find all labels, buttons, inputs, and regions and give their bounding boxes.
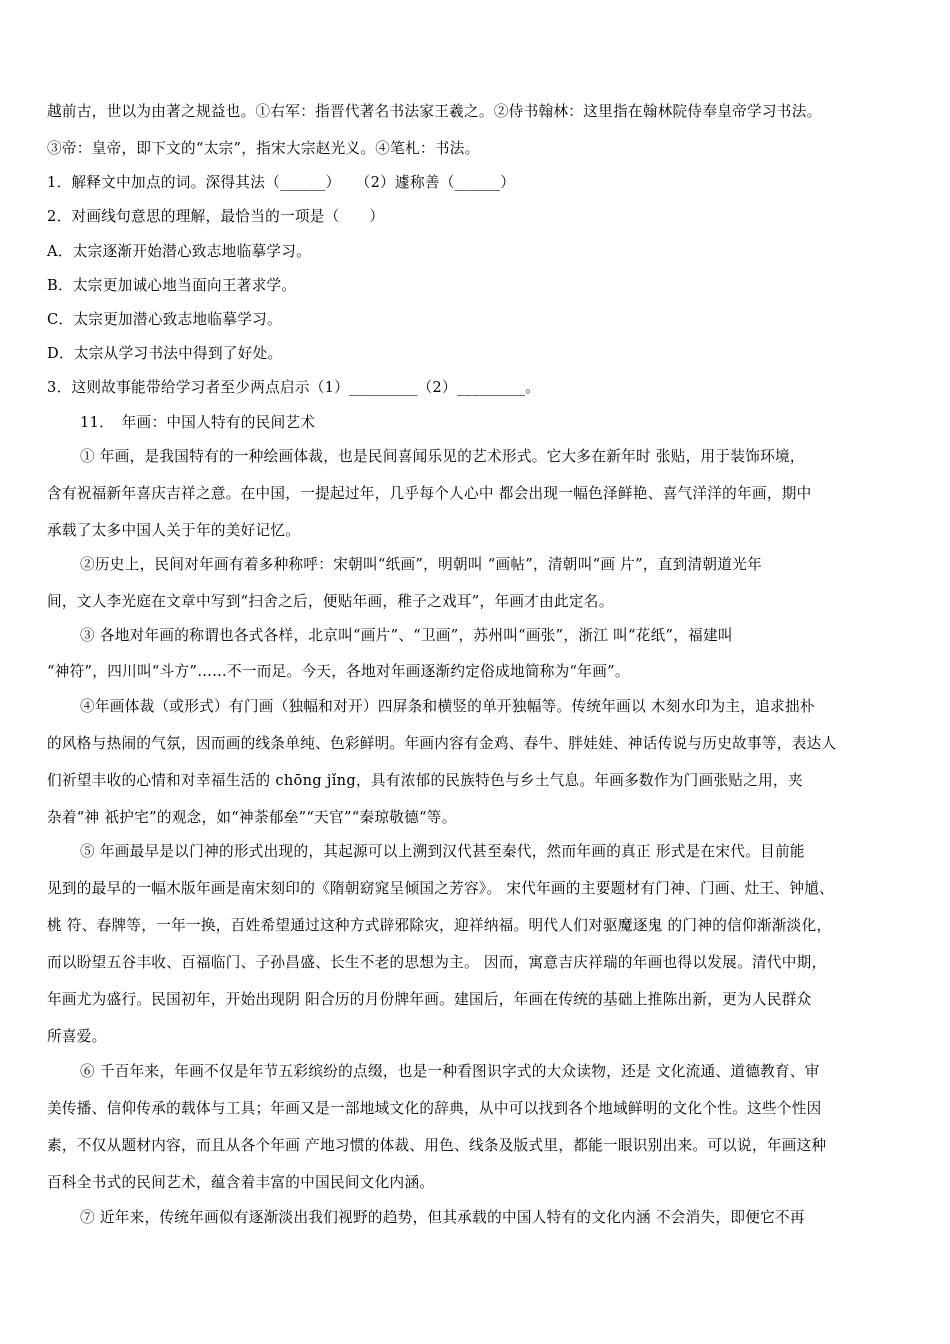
question-1-mid: ） （2）遽称善（: [325, 174, 455, 191]
article-line: 桃 符、春牌等，一年一换，百姓希望通过这种方式辟邪除灾，迎祥纳福。明代人们对驱魔逐鬼 的门神的信仰渐渐淡化，: [47, 917, 832, 934]
article-line: 含有祝福新年喜庆吉祥之意。在中国，一提起过年，几乎每个人心中 都会出现一幅色泽鲜艳、喜气洋洋的年画，期中: [47, 485, 812, 502]
article-line: ④年画体裁（或形式）有门画（独幅和对开）四屏条和横竖的单开独幅等。传统年画以 木刻水印为主，追求拙朴: [80, 698, 815, 715]
article-line: 所喜爱。: [47, 1028, 107, 1045]
article-line: 而以盼望五谷丰收、百福临门、子孙昌盛、长生不老的思想为主。 因而，寓意吉庆祥瑞的年画也得以发展。清代中期，: [47, 954, 827, 971]
question-1: [47, 173, 515, 193]
question-3-blank-1: _________: [349, 379, 418, 396]
article-line: 素，不仅从题材内容，而且从各个年画 产地习惯的体裁、用色、线条及版式里，都能一眼识别出来。可以说，年画这种: [47, 1137, 827, 1154]
article-line: ⑦ 近年来，传统年画似有逐渐淡出我们视野的趋势，但其承载的中国人特有的文化内涵 不会消失，即便它不再: [80, 1209, 805, 1226]
question-3-mid: （2）: [417, 379, 457, 396]
article-line: ②历史上，民间对年画有着多种称呼：宋朝叫“纸画”，明朝叫 “画帖”，清朝叫“画 片”，直到清朝道光年: [80, 556, 762, 573]
option-b: B．太宗更加诚心地当面向王著求学。: [47, 277, 297, 294]
question-2: 2．对画线句意思的理解，最恰当的一项是（ ）: [47, 208, 385, 225]
article-line: 杂着“神 祇护宅”的观念，如“神荼郁垒”“天官”“秦琼敬德“等。: [47, 809, 457, 826]
question-3-text: 3．这则故事能带给学习者至少两点启示（1）: [47, 379, 350, 396]
article-line: ③ 各地对年画的称谓也各式各样，北京叫“画片”、“卫画”，苏州叫“画张”，浙江 叫“花纸”，福建叫: [80, 627, 733, 644]
option-d: D．太宗从学习书法中得到了好处。: [47, 345, 283, 362]
article-line: 美传播、信仰传承的载体与工具；年画又是一部地域文化的辞典，从中可以找到各个地域鲜明的文化个性。这些个性因: [47, 1100, 822, 1117]
article-line: ⑤ 年画最早是以门神的形式出现的，其起源可以上溯到汉代甚至秦代，然而年画的真正 形式是在宋代。目前能: [80, 843, 805, 860]
article-line: 百科全书式的民间艺术，蕴含着丰富的中国民间文化内涵。: [47, 1174, 435, 1191]
article-line: 承载了太多中国人关于年的美好记忆。: [47, 522, 301, 539]
article-line: 的风格与热闹的气氛，因而画的线条单纯、色彩鲜明。年画内容有金鸡、春牛、胖娃娃、神话传说与历史故事等，表达人: [47, 735, 837, 752]
question-1-blank-1: ______: [280, 174, 326, 191]
article-line: ⑥ 千百年来，年画不仅是年节五彩缤纷的点缀，也是一种看图识字式的大众读物，还是 文化流通、道德教育、审: [80, 1063, 820, 1080]
article-line: “神符”，四川叫“斗方”……不一而足。今天，各地对年画逐渐约定俗成地简称为“年画”。: [47, 663, 630, 680]
question-1-blank-2: ______: [454, 174, 501, 191]
article-line: ① 年画，是我国特有的一种绘画体裁，也是民间喜闻乐见的艺术形式。它大多在新年时 张贴，用于装饰环境，: [80, 448, 805, 465]
option-c: C．太宗更加潜心致志地临摹学习。: [47, 311, 282, 328]
question-3-end: 。: [525, 379, 541, 396]
option-a: A．太宗逐渐开始潜心致志地临摹学习。: [47, 243, 312, 260]
article-line: 们祈望丰收的心情和对幸福生活的 chōng jǐng，具有浓郁的民族特色与乡土气息。年画多数作为门画张贴之用，夹: [47, 772, 803, 789]
question-1-text: 1．解释文中加点的词。深得其法（: [47, 174, 280, 191]
article-line: 见到的最早的一幅木版年画是南宋刻印的《隋朝窈窕呈倾国之芳容》。 宋代年画的主要题材有门神、门画、灶王、钟馗、: [47, 880, 835, 897]
question-3-blank-2: _________: [456, 379, 526, 396]
article-line: 间，文人李光庭在文章中写到“扫舍之后，便贴年画，稚子之戏耳”，年画才由此定名。: [47, 593, 614, 610]
notes-line-2: ③帝：皇帝，即下文的“太宗”，指宋大宗赵光义。④笔札：书法。: [47, 140, 480, 157]
question-1-end: ）: [500, 174, 516, 191]
article-line: 年画尤为盛行。民国初年，开始出现阴 阳合历的月份牌年画。建国后，年画在传统的基础上推陈出新，更为人民群众: [47, 991, 812, 1008]
notes-line-1: 越前古，世以为由著之规益也。①右军：指晋代著名书法家王羲之。②侍书翰林：这里指在翰林院侍奉皇帝学习书法。: [47, 103, 822, 120]
article-title: 11． 年画：中国人特有的民间艺术: [80, 414, 316, 431]
question-3: [47, 378, 540, 398]
